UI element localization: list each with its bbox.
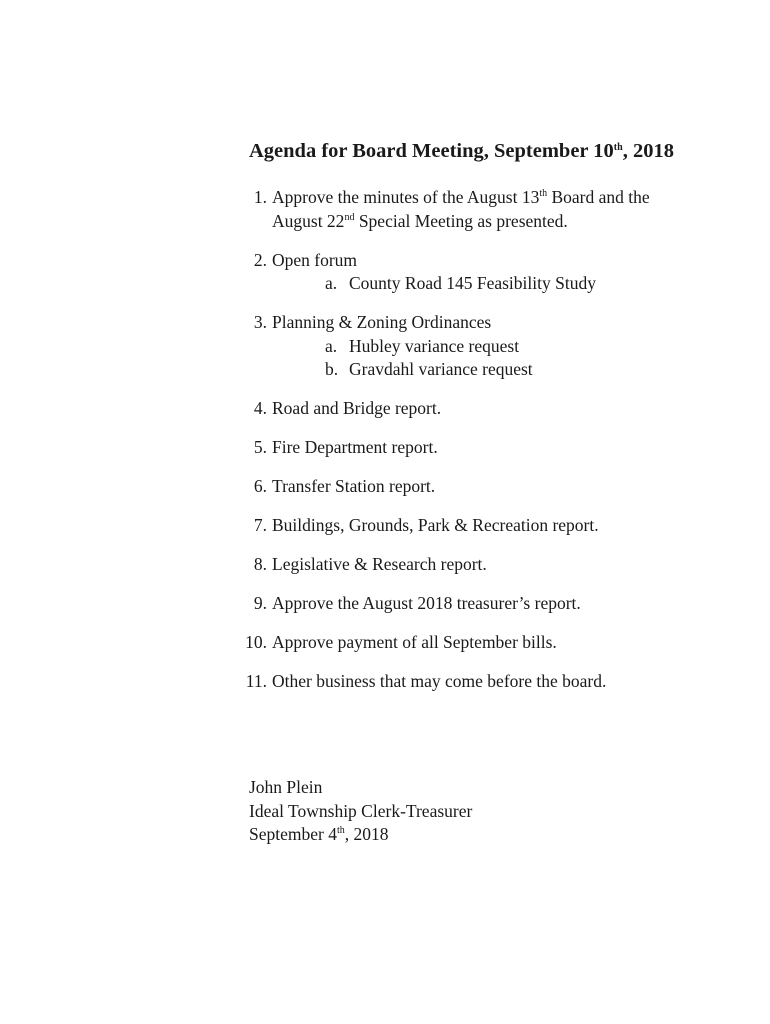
item-text: Fire Department report. (272, 437, 438, 457)
agenda-item-5 (240, 436, 740, 460)
item-number: 5. (253, 437, 267, 457)
item-number: 11. (245, 671, 267, 691)
item-text: Transfer Station report. (272, 476, 436, 496)
signer-title: Ideal Township Clerk-Treasurer (249, 800, 473, 821)
agenda-item-8 (240, 553, 740, 577)
agenda-title (249, 140, 674, 163)
sub-item-text: County Road 145 Feasibility Study (349, 273, 596, 293)
item-text: Approve payment of all September bills. (272, 632, 557, 652)
sub-item-text: Gravdahl variance request (349, 359, 533, 379)
item-text: Other business that may come before the board. (272, 671, 607, 691)
agenda-item-1 (240, 186, 740, 233)
item-text: Approve the minutes of the August 13th Board and the August 22nd Special Meeting as presented. (272, 187, 650, 231)
item-text: Road and Bridge report. (272, 398, 442, 418)
item-number: 6. (253, 476, 267, 496)
item-number: 3. (253, 312, 267, 332)
agenda-item-9 (240, 592, 740, 616)
item-text: Legislative & Research report. (272, 554, 487, 574)
agenda-item-4 (240, 397, 740, 421)
agenda-item-11 (240, 670, 740, 694)
item-number: 10. (245, 632, 267, 652)
sub-item-letter: b. (325, 359, 339, 379)
agenda-item-6 (240, 475, 740, 499)
signature-block (249, 776, 472, 847)
signer-name: John Plein (249, 777, 323, 797)
agenda-item-2 (240, 249, 740, 296)
item-text: Buildings, Grounds, Park & Recreation report. (272, 515, 599, 535)
item-number: 4. (253, 398, 267, 418)
agenda-item-10 (240, 631, 740, 655)
item-number: 2. (253, 249, 267, 270)
item-number: 8. (253, 554, 267, 574)
sub-item (272, 272, 740, 296)
title-year: , 2018 (622, 140, 674, 162)
item-number: 9. (253, 593, 267, 613)
signature-date: September 4th, 2018 (249, 824, 389, 844)
sub-item (272, 335, 740, 359)
sub-item-letter: a. (325, 335, 338, 356)
item-text: Planning & Zoning Ordinances (272, 312, 492, 332)
sub-item-text: Hubley variance request (349, 335, 520, 356)
item-text: Open forum (272, 249, 358, 270)
sub-item (272, 358, 740, 382)
item-text: Approve the August 2018 treasurer’s report. (272, 593, 581, 613)
item-number: 7. (253, 515, 267, 535)
title-text: Agenda for Board Meeting, September 10 (249, 140, 614, 162)
agenda-list (240, 186, 740, 709)
title-superscript: th (613, 142, 623, 153)
agenda-item-3 (240, 311, 740, 382)
sub-item-letter: a. (325, 273, 338, 293)
item-number: 1. (253, 187, 267, 207)
agenda-item-7 (240, 514, 740, 538)
